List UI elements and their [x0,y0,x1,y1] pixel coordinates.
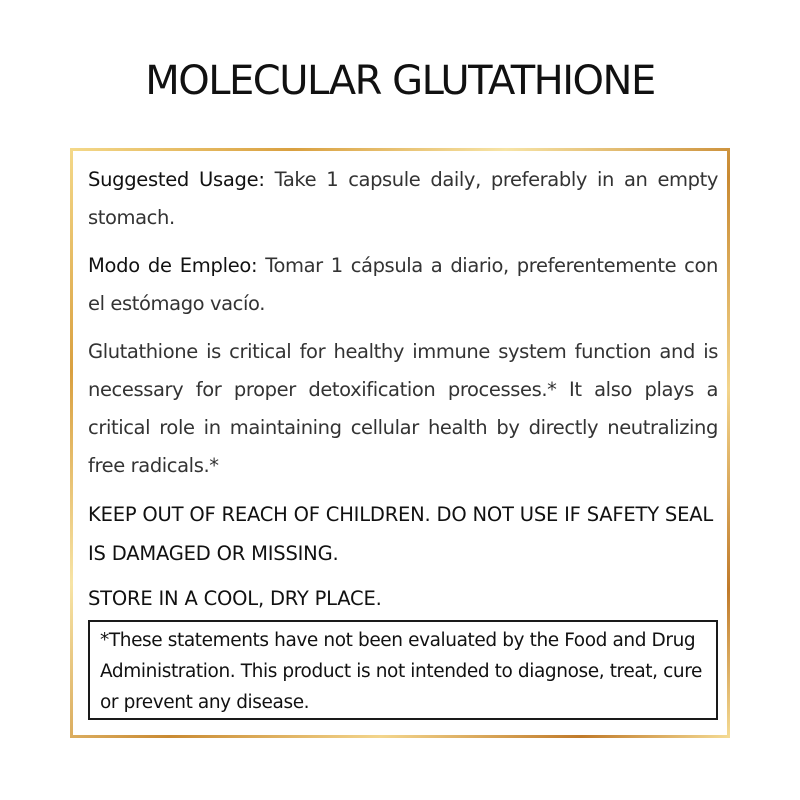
fda-disclaimer: *These statements have not been evaluated by the Food and Drug Administration. This product is not intended to diagnose, treat, cure or prevent any disease. [88,620,718,720]
suggested-usage-text: Take 1 capsule daily, preferably in an empty stomach. [88,168,718,229]
safety-warning: KEEP OUT OF REACH OF CHILDREN. DO NOT USE IF SAFETY SEAL IS DAMAGED OR MISSING. [88,503,714,565]
suggested-usage-label: Suggested Usage: [88,168,265,191]
suggested-usage [88,161,718,237]
product-title: MOLECULAR GLUTATHIONE [145,58,655,104]
label-panel [73,151,727,735]
modo-de-empleo [88,247,718,323]
modo-de-empleo-label: Modo de Empleo: [88,254,258,277]
label-content [88,161,718,618]
gold-frame [70,148,730,738]
storage-instructions: STORE IN A COOL, DRY PLACE. [88,587,382,610]
modo-de-empleo-text: Tomar 1 cápsula a diario, preferentemente con el estómago vacío. [88,254,718,315]
product-description: Glutathione is critical for healthy immune system function and is necessary for proper detoxification processes.* It also plays a critical role in maintaining cellular health by directly neutralizing free radicals.* [88,340,718,477]
